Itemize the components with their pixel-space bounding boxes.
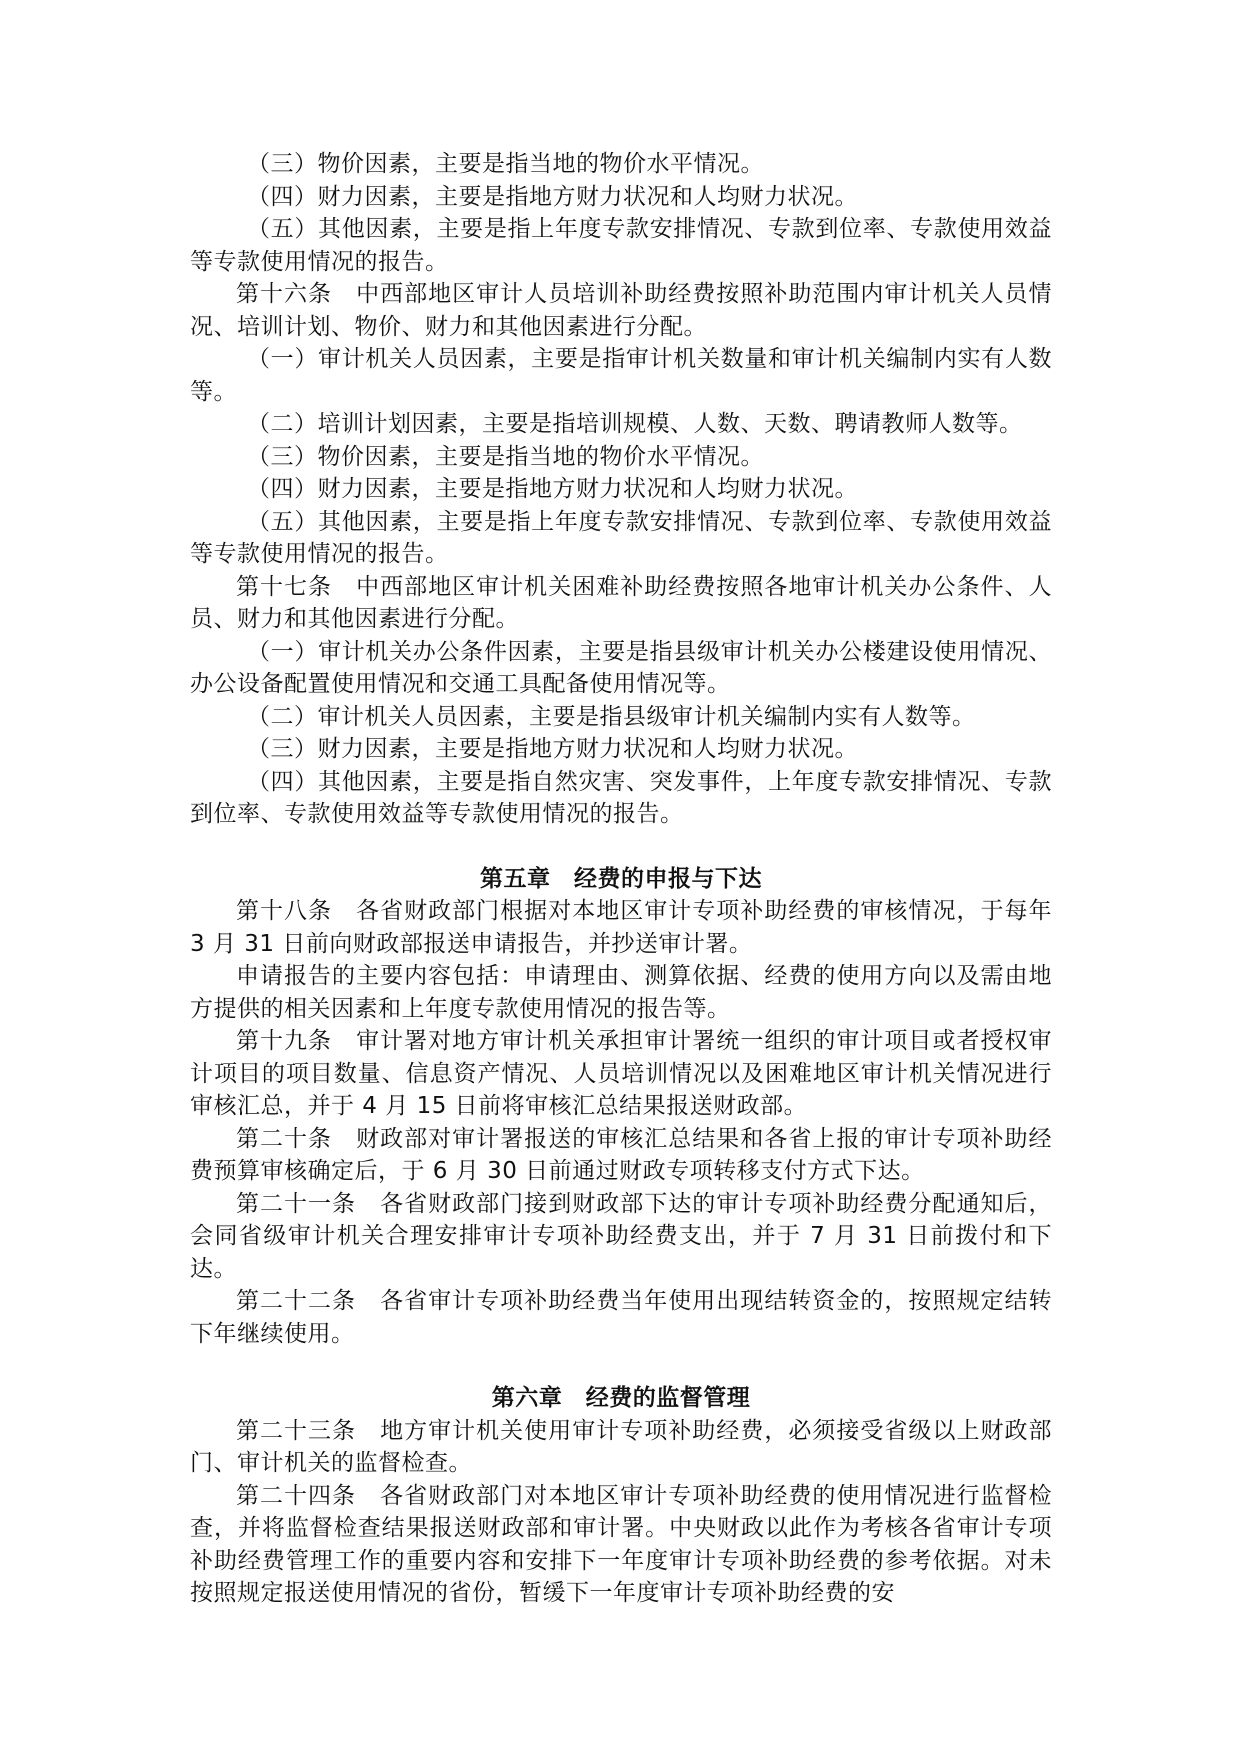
article-18: 第十八条 各省财政部门根据对本地区审计专项补助经费的审核情况，于每年 3 月 31 日前向财政部报送申请报告，并抄送审计署。: [190, 898, 1052, 957]
paragraph: （一）审计机关办公条件因素，主要是指县级审计机关办公楼建设使用情况、办公设备配置使用情况和交通工具配备使用情况等。: [190, 638, 1052, 697]
spacer: [190, 1350, 1052, 1382]
article-16: 第十六条 中西部地区审计人员培训补助经费按照补助范围内审计机关人员情况、培训计划、物价、财力和其他因素进行分配。: [190, 281, 1052, 340]
paragraph: （三）物价因素，主要是指当地的物价水平情况。: [247, 443, 764, 470]
document-page: [190, 148, 1052, 1610]
chapter-6-title: 第六章 经费的监督管理: [491, 1385, 751, 1411]
chapter-5: [190, 863, 1052, 1351]
paragraph: （四）财力因素，主要是指地方财力状况和人均财力状况。: [247, 183, 858, 210]
section-allocation-factors: [190, 148, 1052, 831]
paragraph: （一）审计机关人员因素，主要是指审计机关数量和审计机关编制内实有人数等。: [190, 346, 1052, 405]
spacer: [190, 831, 1052, 863]
paragraph: （四）财力因素，主要是指地方财力状况和人均财力状况。: [247, 476, 858, 502]
article-19: 第十九条 审计署对地方审计机关承担审计署统一组织的审计项目或者授权审计项目的项目数量、信息资产情况、人员培训情况以及困难地区审计机关情况进行审核汇总，并于 4 月 15 日前将审核汇总结果报送财政部。: [190, 1028, 1052, 1119]
chapter-5-title: 第五章 经费的申报与下达: [480, 865, 762, 892]
paragraph: （三）财力因素，主要是指地方财力状况和人均财力状况。: [247, 736, 858, 762]
paragraph: （三）物价因素，主要是指当地的物价水平情况。: [247, 151, 764, 177]
paragraph: （四）其他因素，主要是指自然灾害、突发事件，上年度专款安排情况、专款到位率、专款使用效益等专款使用情况的报告。: [190, 768, 1052, 827]
paragraph: （五）其他因素，主要是指上年度专款安排情况、专款到位率、专款使用效益等专款使用情况的报告。: [190, 216, 1052, 275]
article-20: 第二十条 财政部对审计署报送的审核汇总结果和各省上报的审计专项补助经费预算审核确定后，于 6 月 30 日前通过财政专项转移支付方式下达。: [190, 1125, 1052, 1184]
paragraph: （二）培训计划因素，主要是指培训规模、人数、天数、聘请教师人数等。: [247, 411, 1023, 437]
paragraph: （五）其他因素，主要是指上年度专款安排情况、专款到位率、专款使用效益等专款使用情况的报告。: [190, 508, 1052, 567]
article-21: 第二十一条 各省财政部门接到财政部下达的审计专项补助经费分配通知后，会同省级审计机关合理安排审计专项补助经费支出，并于 7 月 31 日前拨付和下达。: [190, 1190, 1052, 1282]
article-23: 第二十三条 地方审计机关使用审计专项补助经费，必须接受省级以上财政部门、审计机关的监督检查。: [190, 1417, 1052, 1476]
chapter-6: [190, 1382, 1052, 1610]
article-17: 第十七条 中西部地区审计机关困难补助经费按照各地审计机关办公条件、人员、财力和其他因素进行分配。: [190, 573, 1052, 632]
paragraph: 申请报告的主要内容包括：申请理由、测算依据、经费的使用方向以及需由地方提供的相关因素和上年度专款使用情况的报告等。: [190, 963, 1052, 1022]
paragraph: （二）审计机关人员因素，主要是指县级审计机关编制内实有人数等。: [247, 703, 976, 730]
article-24: 第二十四条 各省财政部门对本地区审计专项补助经费的使用情况进行监督检查，并将监督检查结果报送财政部和审计署。中央财政以此作为考核各省审计专项补助经费管理工作的重要内容和安排下一年度审计专项补助经费的参考依据。对未按照规定报送使用情况的省份，暂缓下一年度审计专项补助经费的安: [190, 1482, 1052, 1606]
article-22: 第二十二条 各省审计专项补助经费当年使用出现结转资金的，按照规定结转下年继续使用。: [190, 1288, 1052, 1347]
